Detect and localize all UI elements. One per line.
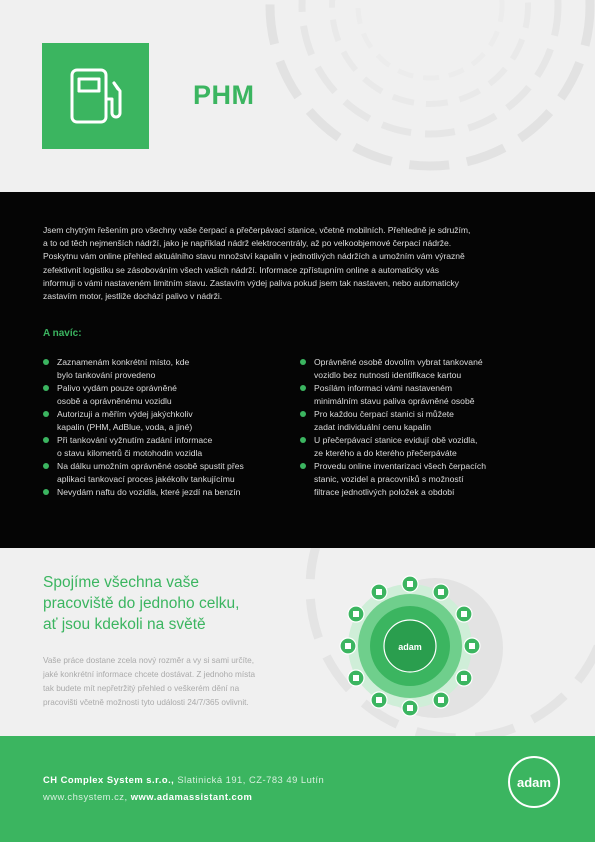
- feature-item: Palivo vydám pouze oprávněné osobě a oprávněnému vozidlu: [43, 382, 288, 408]
- decorative-rings: [260, 0, 595, 192]
- header-section: [0, 0, 595, 192]
- feature-item: Na dálku umožním oprávněné osobě spustit přes aplikaci tankovací proces jakékoliv tankujícímu: [43, 460, 288, 486]
- bullet-icon: [300, 411, 306, 417]
- feature-item: Provedu online inventarizaci všech čerpacích stanic, vozidel a pracovníků s možností filtrace jednotlivých položek a období: [300, 460, 540, 499]
- bullet-icon: [43, 385, 49, 391]
- bullet-icon: [300, 463, 306, 469]
- feature-item: Pro každou čerpací stanici si můžete zadat individuální cenu kapalin: [300, 408, 540, 434]
- feature-item: Autorizuji a měřím výdej jakýchkoliv kapalin (PHM, AdBlue, voda, a jiné): [43, 408, 288, 434]
- adam-modules-wheel: [335, 562, 505, 727]
- wheel-center-label: adam: [398, 642, 422, 652]
- footer-company-line: [43, 774, 324, 785]
- description-section: [0, 192, 595, 548]
- feature-item: U přečerpávací stanice evidují obě vozidla, ze kterého a do kterého přečerpáváte: [300, 434, 540, 460]
- footer: [0, 736, 595, 842]
- bullet-icon: [43, 437, 49, 443]
- features-left-list: [43, 356, 288, 499]
- intro-line: Jsem chytrým řešením pro všechny vaše čerpací a přečerpávací stanice, včetně mobilních. Přehledně je sdružím,: [43, 225, 471, 235]
- promo-headline: Spojíme všechna vaše pracoviště do jednoho celku, ať jsou kdekoli na světě: [43, 574, 240, 633]
- adam-logo: adam: [508, 756, 560, 808]
- features-right-list: [300, 356, 540, 499]
- bullet-icon: [43, 489, 49, 495]
- bullet-icon: [43, 411, 49, 417]
- bullet-icon: [300, 385, 306, 391]
- website-link-chsystem[interactable]: www.chsystem.cz,: [43, 791, 128, 802]
- bullet-icon: [300, 437, 306, 443]
- intro-line: Poskytnu vám online přehled aktuálního stavu množství kapalin v jednotlivých nádržích a umožním vám výrazně: [43, 251, 465, 262]
- fuel-pump-icon: [42, 43, 149, 149]
- feature-item: Nevydám naftu do vozidla, které jezdí na benzín: [43, 486, 288, 499]
- page-title: PHM: [193, 80, 255, 110]
- bullet-icon: [43, 463, 49, 469]
- bullet-icon: [43, 359, 49, 365]
- bullet-icon: [300, 359, 306, 365]
- intro-line: zefektivnit logistiku se zásobováním všech vašich nádrží. Informace zpřístupním online a automaticky vás: [43, 264, 440, 275]
- feature-item: Posílám informaci vámi nastaveném minimálním stavu paliva oprávněné osobě: [300, 382, 540, 408]
- intro-line: a to od těch nejmenších nádrží, jako je například nádrž elektrocentrály, až po velkoobjemové čerpací nádrže.: [43, 238, 452, 249]
- promo-body: Vaše práce dostane zcela nový rozměr a vy si sami určíte, jaké konkrétní informace chcete dostávat. Z jednoho místa tak budete mít nepřetržitý přehled o veškerém dění na pracovišti včetně možnosti tyto události 24/7/365 ovlivnit.: [43, 656, 256, 707]
- website-link-adam[interactable]: www.adamassistant.com: [130, 791, 253, 802]
- intro-text: [43, 224, 555, 303]
- promo-section: [0, 548, 595, 736]
- feature-item: Zaznamenám konkrétní místo, kde bylo tankování provedeno: [43, 356, 288, 382]
- intro-line: informuji o vámi nastaveném limitním stavu. Zastavím výdej paliva pokud jsem tak nastaven, nebo automaticky: [43, 277, 459, 288]
- footer-web-line: [43, 791, 252, 802]
- feature-item: Při tankování vyžnutím zadání informace o stavu kilometrů či motohodin vozidla: [43, 434, 288, 460]
- company-address: Slatinická 191, CZ-783 49 Lutín: [177, 774, 325, 785]
- feature-item: Oprávněné osobě dovolím vybrat tankované vozidlo bez nutnosti identifikace kartou: [300, 356, 540, 382]
- intro-line: zastavím motor, jestliže dochází palivo v nádrži.: [43, 291, 223, 302]
- features-heading: A navíc:: [43, 328, 82, 339]
- company-name: CH Complex System s.r.o.,: [43, 774, 175, 785]
- product-logo: [42, 43, 149, 149]
